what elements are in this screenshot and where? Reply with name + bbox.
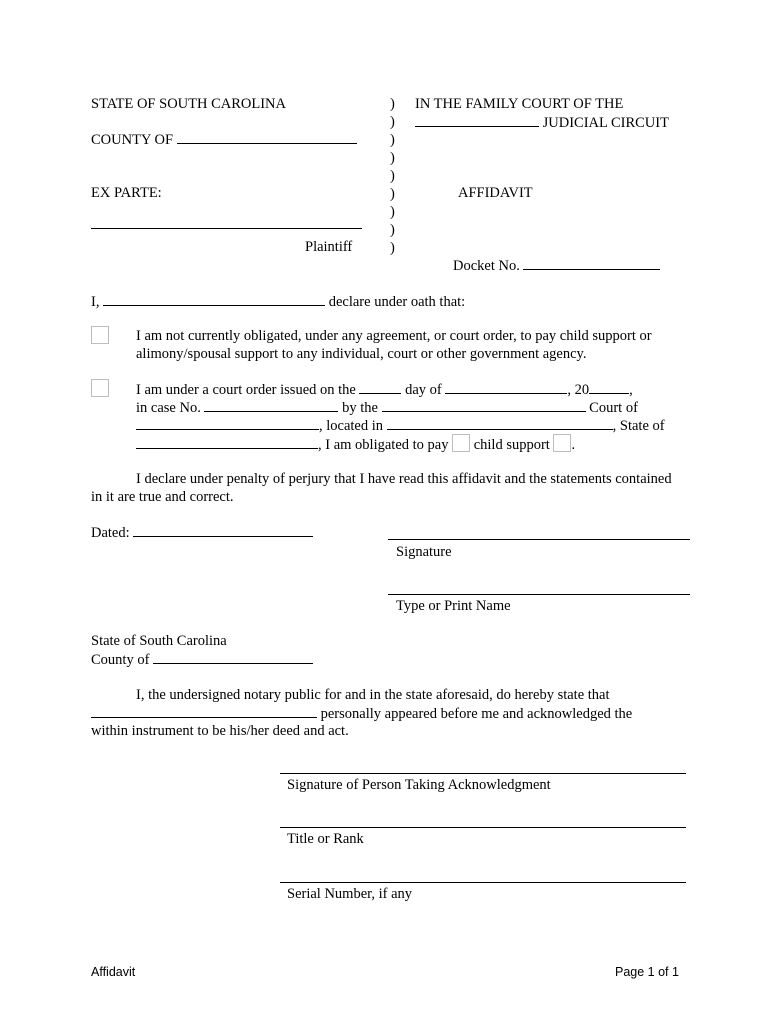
plaintiff-name-blank[interactable] — [91, 215, 362, 234]
option2-line4 — [136, 434, 575, 454]
paren: ) — [390, 132, 395, 148]
notary-line3: within instrument to be his/her deed and act. — [91, 723, 349, 739]
perjury-line2: in it are true and correct. — [91, 489, 234, 505]
judicial-circuit-label: JUDICIAL CIRCUIT — [542, 115, 669, 131]
dated-line — [91, 523, 313, 542]
appeared-text: personally appeared before me and acknowledged the — [320, 706, 633, 722]
title-rank-label: Title or Rank — [287, 831, 364, 847]
notary-county-blank[interactable] — [153, 650, 313, 664]
perjury-line1: I declare under penalty of perjury that I have read this affidavit and the statements contained — [136, 471, 672, 487]
date-blank[interactable] — [133, 523, 313, 537]
year-prefix-label: , 20 — [567, 382, 590, 398]
by-the-label: by the — [342, 400, 378, 416]
declarant-name-blank[interactable] — [103, 292, 325, 306]
declaration-prefix: I, — [91, 294, 100, 310]
ex-parte-label: EX PARTE: — [91, 185, 162, 201]
case-no-blank[interactable] — [204, 398, 338, 412]
state-heading: STATE OF SOUTH CAROLINA — [91, 96, 286, 112]
order-issued-label: I am under a court order issued on the — [136, 382, 356, 398]
option2-line3 — [136, 416, 665, 435]
child-support-checkbox[interactable] — [452, 434, 470, 452]
judicial-circuit-line — [415, 113, 669, 132]
document-title: AFFIDAVIT — [458, 185, 533, 201]
serial-number-line[interactable] — [280, 882, 686, 883]
notary-signature-line[interactable] — [280, 773, 686, 774]
page-number: Page 1 of 1 — [615, 965, 679, 979]
docket-blank[interactable] — [523, 256, 660, 270]
paren: ) — [390, 96, 395, 112]
paren: ) — [390, 150, 395, 166]
notary-line2 — [91, 704, 632, 723]
case-no-label: in case No. — [136, 400, 201, 416]
county-blank[interactable] — [177, 130, 357, 144]
title-rank-line[interactable] — [280, 827, 686, 828]
option2-line1 — [136, 380, 633, 399]
court-of-label: Court of — [589, 400, 638, 416]
county-line — [91, 130, 357, 149]
located-in-label: , located in — [319, 418, 384, 434]
paren: ) — [390, 204, 395, 220]
option1-text-line2: alimony/spousal support to any individual, court or other government agency. — [136, 346, 587, 362]
docket-line — [453, 256, 660, 275]
court-heading: IN THE FAMILY COURT OF THE — [415, 96, 624, 112]
state-of-label: , State of — [612, 418, 665, 434]
notary-signature-label: Signature of Person Taking Acknowledgment — [287, 777, 551, 793]
period: . — [571, 437, 576, 453]
child-support-label: child support — [473, 437, 550, 453]
court-county-blank[interactable] — [136, 416, 319, 430]
paren: ) — [390, 186, 395, 202]
notary-state: State of South Carolina — [91, 633, 227, 649]
declaration-line — [91, 292, 465, 311]
option2-line2 — [136, 398, 638, 417]
footer-title: Affidavit — [91, 965, 136, 979]
serial-number-label: Serial Number, if any — [287, 886, 413, 902]
comma: , — [629, 382, 633, 398]
option2-checkbox[interactable] — [91, 379, 109, 397]
option1-checkbox[interactable] — [91, 326, 109, 344]
appearing-person-blank[interactable] — [91, 704, 317, 718]
print-name-label: Type or Print Name — [396, 598, 511, 614]
county-label: COUNTY OF — [91, 132, 174, 148]
paren: ) — [390, 240, 395, 256]
circuit-blank[interactable] — [415, 113, 539, 127]
declaration-suffix: declare under oath that: — [328, 294, 466, 310]
dated-label: Dated: — [91, 525, 130, 541]
order-month-blank[interactable] — [445, 380, 567, 394]
order-day-blank[interactable] — [359, 380, 401, 394]
notary-line1: I, the undersigned notary public for and in the state aforesaid, do hereby state that — [136, 687, 610, 703]
print-name-line[interactable] — [388, 594, 690, 595]
day-of-label: day of — [405, 382, 442, 398]
obligated-label: , I am obligated to pay — [318, 437, 449, 453]
court-name-blank[interactable] — [382, 398, 586, 412]
paren: ) — [390, 114, 395, 130]
court-state-blank[interactable] — [136, 435, 318, 449]
alimony-checkbox[interactable] — [553, 434, 571, 452]
order-year-blank[interactable] — [589, 380, 629, 394]
docket-label: Docket No. — [453, 258, 520, 274]
plaintiff-label: Plaintiff — [305, 239, 353, 255]
paren: ) — [390, 168, 395, 184]
signature-line[interactable] — [388, 539, 690, 540]
court-location-blank[interactable] — [387, 416, 613, 430]
option1-text-line1: I am not currently obligated, under any agreement, or court order, to pay child support or — [136, 328, 652, 344]
notary-county-label: County of — [91, 652, 150, 668]
signature-label: Signature — [396, 544, 452, 560]
notary-county-line — [91, 650, 313, 669]
paren: ) — [390, 222, 395, 238]
